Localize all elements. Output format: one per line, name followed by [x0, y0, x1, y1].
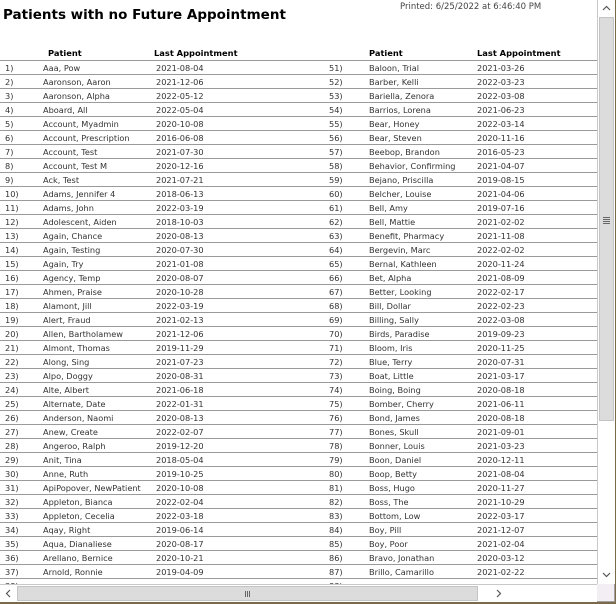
row-index-left: 24) [0, 383, 43, 397]
last-appointment-right: 2021-08-04 [477, 467, 597, 481]
row-index-left: 25) [0, 397, 43, 411]
last-appointment-right: 2021-03-23 [477, 439, 597, 453]
patient-name-right: Bell, Mattie [369, 215, 477, 229]
table-row [0, 61, 597, 75]
last-appointment-right: 2020-11-25 [477, 341, 597, 355]
vertical-scrollbar[interactable] [597, 0, 615, 584]
last-appointment-left: 2021-07-21 [150, 173, 320, 187]
table-row [0, 159, 597, 173]
row-index-right: 51) [320, 61, 369, 75]
patient-name-right: Bear, Steven [369, 131, 477, 145]
grip-icon [245, 591, 246, 597]
row-index-right: 70) [320, 327, 369, 341]
last-appointment-left: 2020-08-07 [150, 271, 320, 285]
patient-name-left: Anne, Ruth [43, 467, 150, 481]
patient-name-left: Anew, Create [43, 425, 150, 439]
last-appointment-right: 2022-02-23 [477, 299, 597, 313]
patient-name-right: Bomber, Cherry [369, 397, 477, 411]
patient-name-right: Bergevin, Marc [369, 243, 477, 257]
patient-name-left: Alert, Fraud [43, 313, 150, 327]
patient-name-left: Account, Prescription [43, 131, 150, 145]
row-index-left: 29) [0, 453, 43, 467]
horizontal-scroll-thumb[interactable] [17, 586, 478, 601]
patient-name-left: Aqua, Dianaliese [43, 537, 150, 551]
patient-name-right: Barrios, Lorena [369, 103, 477, 117]
scroll-left-button[interactable] [0, 585, 16, 602]
table-row [0, 523, 597, 537]
table-row [0, 299, 597, 313]
last-appointment-right: 2021-11-08 [477, 229, 597, 243]
patient-name-right: Boss, The [369, 495, 477, 509]
last-appointment-right: 2022-03-14 [477, 117, 597, 131]
row-index-left: 13) [0, 229, 43, 243]
row-index-right: 52) [320, 75, 369, 89]
last-appointment-left: 2022-02-07 [150, 425, 320, 439]
patient-name-right: Bell, Amy [369, 201, 477, 215]
last-appointment-left: 2022-03-19 [150, 299, 320, 313]
last-appointment-left: 2020-07-30 [150, 243, 320, 257]
table-row [0, 257, 597, 271]
last-appointment-left: 2020-08-13 [150, 411, 320, 425]
last-appointment-right: 2022-02-02 [477, 243, 597, 257]
last-appointment-right: 2021-03-17 [477, 369, 597, 383]
patient-name-right: Bones, Skull [369, 425, 477, 439]
patient-name-right: Billing, Sally [369, 313, 477, 327]
patient-name-left: Aaronson, Aaron [43, 75, 150, 89]
row-index-right: 77) [320, 425, 369, 439]
last-appointment-right: 2021-12-07 [477, 523, 597, 537]
last-appointment-left: 2018-05-04 [150, 453, 320, 467]
row-index-right: 61) [320, 201, 369, 215]
patient-name-left: Ahmen, Praise [43, 285, 150, 299]
row-index-left: 37) [0, 565, 43, 579]
row-index-left: 14) [0, 243, 43, 257]
patient-name-left: Again, Chance [43, 229, 150, 243]
table-row [0, 383, 597, 397]
patient-name-right: Baloon, Trial [369, 61, 477, 75]
row-index-left: 31) [0, 481, 43, 495]
patient-name-right: Boon, Daniel [369, 453, 477, 467]
row-index-left: 8) [0, 159, 43, 173]
last-appointment-left: 2019-04-09 [150, 565, 320, 579]
last-appointment-right: 2020-08-18 [477, 411, 597, 425]
patient-name-left: Alternate, Date [43, 397, 150, 411]
last-appointment-right: 2019-09-23 [477, 327, 597, 341]
table-row [0, 369, 597, 383]
row-index-right: 87) [320, 565, 369, 579]
last-appointment-left: 2019-06-14 [150, 523, 320, 537]
patient-name-left: Adams, Jennifer 4 [43, 187, 150, 201]
row-index-left: 36) [0, 551, 43, 565]
table-row [0, 453, 597, 467]
row-index-left: 27) [0, 425, 43, 439]
row-index-left: 7) [0, 145, 43, 159]
table-row [0, 187, 597, 201]
table-row [0, 551, 597, 565]
row-index-right: 56) [320, 131, 369, 145]
patient-name-right: Bottom, Low [369, 509, 477, 523]
last-appointment-right: 2021-04-06 [477, 187, 597, 201]
table-row [0, 75, 597, 89]
patient-name-right: Bond, James [369, 411, 477, 425]
patient-name-right: Boop, Betty [369, 467, 477, 481]
last-appointment-right: 2021-10-29 [477, 495, 597, 509]
patient-name-right: Boy, Pill [369, 523, 477, 537]
row-index-left: 30) [0, 467, 43, 481]
patient-name-right: Birds, Paradise [369, 327, 477, 341]
row-index-right: 55) [320, 117, 369, 131]
row-index-right: 76) [320, 411, 369, 425]
row-index-left: 23) [0, 369, 43, 383]
last-appointment-right: 2021-08-09 [477, 271, 597, 285]
patient-name-left: Allen, Bartholamew [43, 327, 150, 341]
patient-name-left: ApiPopover, NewPatient [43, 481, 150, 495]
last-appointment-left: 2020-08-17 [150, 537, 320, 551]
patient-name-left: Anderson, Naomi [43, 411, 150, 425]
row-index-left: 6) [0, 131, 43, 145]
row-index-left: 9) [0, 173, 43, 187]
table-row [0, 397, 597, 411]
row-index-left: 22) [0, 355, 43, 369]
row-index-right: 58) [320, 159, 369, 173]
table-row [0, 145, 597, 159]
last-appointment-left: 2021-02-13 [150, 313, 320, 327]
row-index-left: 2) [0, 75, 43, 89]
row-index-right: 64) [320, 243, 369, 257]
last-appointment-right: 2021-06-11 [477, 397, 597, 411]
row-index-right: 72) [320, 355, 369, 369]
printed-timestamp: Printed: 6/25/2022 at 6:46:40 PM [400, 2, 542, 12]
last-appointment-left: 2019-11-29 [150, 341, 320, 355]
horizontal-scrollbar[interactable] [0, 584, 597, 602]
last-appointment-left: 2021-12-06 [150, 327, 320, 341]
table-row [0, 103, 597, 117]
patient-name-left: Ack, Test [43, 173, 150, 187]
patient-name-left: Appleton, Bianca [43, 495, 150, 509]
table-row [0, 439, 597, 453]
last-appointment-right: 2021-02-04 [477, 537, 597, 551]
row-index-right: 57) [320, 145, 369, 159]
row-index-right: 69) [320, 313, 369, 327]
patient-name-right: Beebop, Brandon [369, 145, 477, 159]
row-index-left: 10) [0, 187, 43, 201]
header-index-left [0, 46, 43, 61]
last-appointment-right: 2021-04-07 [477, 159, 597, 173]
table-row [0, 481, 597, 495]
row-index-left: 20) [0, 327, 43, 341]
last-appointment-left: 2018-10-03 [150, 215, 320, 229]
row-index-right: 86) [320, 551, 369, 565]
scroll-down-button[interactable] [598, 567, 615, 583]
report-title: Patients with no Future Appointment [3, 7, 286, 23]
table-row [0, 201, 597, 215]
last-appointment-left: 2021-12-06 [150, 75, 320, 89]
last-appointment-left: 2020-10-21 [150, 551, 320, 565]
table-row [0, 411, 597, 425]
row-index-right: 82) [320, 495, 369, 509]
last-appointment-right: 2020-08-18 [477, 383, 597, 397]
last-appointment-left: 2022-05-04 [150, 103, 320, 117]
chevron-right-icon [496, 589, 502, 598]
last-appointment-left: 2019-12-20 [150, 439, 320, 453]
patient-name-left: Aaronson, Alpha [43, 89, 150, 103]
patient-name-left: Adams, John [43, 201, 150, 215]
patient-name-left: Again, Testing [43, 243, 150, 257]
row-index-left: 32) [0, 495, 43, 509]
table-row [0, 495, 597, 509]
row-index-left: 26) [0, 411, 43, 425]
last-appointment-left: 2020-12-16 [150, 159, 320, 173]
row-index-right: 79) [320, 453, 369, 467]
patient-name-left: Again, Try [43, 257, 150, 271]
patient-name-right: Bernal, Kathleen [369, 257, 477, 271]
patient-name-left: Account, Test [43, 145, 150, 159]
row-index-left: 33) [0, 509, 43, 523]
table-row [0, 117, 597, 131]
row-index-right: 80) [320, 467, 369, 481]
grip-line [603, 219, 610, 220]
table-row [0, 173, 597, 187]
header-patient-right: Patient [369, 46, 477, 61]
header-last-appointment-left: Last Appointment [150, 46, 320, 61]
patient-name-left: Angeroo, Ralph [43, 439, 150, 453]
row-index-left: 5) [0, 117, 43, 131]
last-appointment-right: 2020-11-24 [477, 257, 597, 271]
last-appointment-right: 2022-03-17 [477, 509, 597, 523]
row-index-right: 67) [320, 285, 369, 299]
last-appointment-left: 2020-10-28 [150, 285, 320, 299]
patient-name-left: Aqay, Right [43, 523, 150, 537]
row-index-left: 1) [0, 61, 43, 75]
last-appointment-right: 2022-03-08 [477, 89, 597, 103]
last-appointment-right: 2020-07-31 [477, 355, 597, 369]
row-index-right: 84) [320, 523, 369, 537]
header-patient-left: Patient [43, 46, 150, 61]
patient-name-left: Appleton, Cecelia [43, 509, 150, 523]
patient-name-right: Behavior, Confirming [369, 159, 477, 173]
patients-table [0, 46, 597, 593]
row-index-right: 75) [320, 397, 369, 411]
patient-name-left: Anit, Tina [43, 453, 150, 467]
last-appointment-right: 2020-11-27 [477, 481, 597, 495]
last-appointment-left: 2022-02-04 [150, 495, 320, 509]
patient-name-left: Along, Sing [43, 355, 150, 369]
last-appointment-left: 2020-10-08 [150, 117, 320, 131]
table-row [0, 425, 597, 439]
last-appointment-left: 2018-06-13 [150, 187, 320, 201]
last-appointment-left: 2022-05-12 [150, 89, 320, 103]
last-appointment-left: 2016-06-08 [150, 131, 320, 145]
row-index-right: 68) [320, 299, 369, 313]
row-index-right: 74) [320, 383, 369, 397]
table-row [0, 285, 597, 299]
row-index-left: 21) [0, 341, 43, 355]
last-appointment-left: 2020-08-13 [150, 229, 320, 243]
patient-name-left: Adolescent, Aiden [43, 215, 150, 229]
last-appointment-right: 2020-12-11 [477, 453, 597, 467]
patient-name-right: Boss, Hugo [369, 481, 477, 495]
last-appointment-left: 2020-10-08 [150, 481, 320, 495]
table-row [0, 467, 597, 481]
row-index-left: 19) [0, 313, 43, 327]
row-index-right: 65) [320, 257, 369, 271]
row-index-left: 11) [0, 201, 43, 215]
row-index-left: 34) [0, 523, 43, 537]
table-header-row [0, 46, 597, 61]
patient-name-right: Better, Looking [369, 285, 477, 299]
row-index-right: 60) [320, 187, 369, 201]
table-row [0, 565, 597, 579]
grip-line [603, 221, 610, 222]
last-appointment-left: 2021-07-30 [150, 145, 320, 159]
patient-name-left: Alamont, Jill [43, 299, 150, 313]
row-index-left: 28) [0, 439, 43, 453]
patient-name-left: Alpo, Doggy [43, 369, 150, 383]
vertical-scroll-thumb[interactable] [599, 17, 614, 421]
table-row [0, 355, 597, 369]
last-appointment-left: 2020-08-31 [150, 369, 320, 383]
row-index-right: 59) [320, 173, 369, 187]
last-appointment-right: 2021-09-01 [477, 425, 597, 439]
grip-icon [603, 217, 610, 218]
patient-name-left: Arellano, Bernice [43, 551, 150, 565]
patient-name-left: Almont, Thomas [43, 341, 150, 355]
last-appointment-left: 2022-03-18 [150, 509, 320, 523]
table-row [0, 271, 597, 285]
row-index-left: 4) [0, 103, 43, 117]
grip-line [603, 223, 610, 224]
scroll-right-button[interactable] [491, 585, 507, 602]
patient-name-left: Aaa, Pow [43, 61, 150, 75]
last-appointment-left: 2021-01-08 [150, 257, 320, 271]
patient-name-right: Benefit, Pharmacy [369, 229, 477, 243]
last-appointment-right: 2021-02-02 [477, 215, 597, 229]
last-appointment-right: 2019-07-16 [477, 201, 597, 215]
patient-name-left: Aboard, All [43, 103, 150, 117]
row-index-right: 81) [320, 481, 369, 495]
row-index-right: 85) [320, 537, 369, 551]
row-index-left: 17) [0, 285, 43, 299]
patient-name-right: Bet, Alpha [369, 271, 477, 285]
last-appointment-right: 2022-03-08 [477, 313, 597, 327]
patient-name-right: Belcher, Louise [369, 187, 477, 201]
row-index-left: 18) [0, 299, 43, 313]
table-row [0, 313, 597, 327]
row-index-right: 63) [320, 229, 369, 243]
row-index-left: 3) [0, 89, 43, 103]
grip-line [247, 591, 248, 597]
last-appointment-right: 2020-03-12 [477, 551, 597, 565]
patient-name-right: Brillo, Camarillo [369, 565, 477, 579]
grip-line [249, 591, 250, 597]
patient-name-right: Bill, Dollar [369, 299, 477, 313]
table-row [0, 341, 597, 355]
patient-name-right: Blue, Terry [369, 355, 477, 369]
patient-name-right: Boy, Poor [369, 537, 477, 551]
patient-name-right: Boat, Little [369, 369, 477, 383]
last-appointment-right: 2016-05-23 [477, 145, 597, 159]
last-appointment-right: 2021-02-22 [477, 565, 597, 579]
patient-name-right: Bonner, Louis [369, 439, 477, 453]
scroll-up-button[interactable] [598, 0, 615, 16]
last-appointment-right: 2022-02-17 [477, 285, 597, 299]
row-index-right: 78) [320, 439, 369, 453]
last-appointment-right: 2020-11-16 [477, 131, 597, 145]
last-appointment-left: 2021-07-23 [150, 355, 320, 369]
last-appointment-left: 2022-03-19 [150, 201, 320, 215]
last-appointment-right: 2022-03-23 [477, 75, 597, 89]
header-last-appointment-right: Last Appointment [477, 46, 597, 61]
last-appointment-left: 2021-06-18 [150, 383, 320, 397]
row-index-right: 71) [320, 341, 369, 355]
last-appointment-right: 2021-06-23 [477, 103, 597, 117]
table-row [0, 131, 597, 145]
patient-name-right: Boing, Boing [369, 383, 477, 397]
last-appointment-left: 2019-10-25 [150, 467, 320, 481]
patient-name-right: Barber, Kelli [369, 75, 477, 89]
patient-name-right: Bariella, Zenora [369, 89, 477, 103]
row-index-right: 62) [320, 215, 369, 229]
table-row [0, 509, 597, 523]
scrollbar-corner [597, 584, 614, 601]
last-appointment-right: 2021-03-26 [477, 61, 597, 75]
last-appointment-left: 2021-08-04 [150, 61, 320, 75]
header-index-right [320, 46, 369, 61]
table-row [0, 89, 597, 103]
row-index-right: 53) [320, 89, 369, 103]
table-row [0, 537, 597, 551]
chevron-down-icon [602, 572, 611, 578]
row-index-left: 15) [0, 257, 43, 271]
patient-name-right: Bejano, Priscilla [369, 173, 477, 187]
last-appointment-right: 2019-08-15 [477, 173, 597, 187]
row-index-left: 35) [0, 537, 43, 551]
table-row [0, 229, 597, 243]
patient-name-left: Alte, Albert [43, 383, 150, 397]
row-index-left: 16) [0, 271, 43, 285]
table-row [0, 327, 597, 341]
table-row [0, 215, 597, 229]
patient-name-left: Arnold, Ronnie [43, 565, 150, 579]
row-index-right: 66) [320, 271, 369, 285]
patient-name-left: Account, Myadmin [43, 117, 150, 131]
chevron-left-icon [5, 589, 11, 598]
row-index-right: 73) [320, 369, 369, 383]
last-appointment-left: 2022-01-31 [150, 397, 320, 411]
row-index-right: 83) [320, 509, 369, 523]
chevron-up-icon [602, 5, 611, 11]
patient-name-right: Bear, Honey [369, 117, 477, 131]
patient-name-left: Account, Test M [43, 159, 150, 173]
patient-name-right: Bloom, Iris [369, 341, 477, 355]
row-index-right: 54) [320, 103, 369, 117]
patient-name-left: Agency, Temp [43, 271, 150, 285]
table-row [0, 243, 597, 257]
row-index-left: 12) [0, 215, 43, 229]
patient-name-right: Bravo, Jonathan [369, 551, 477, 565]
